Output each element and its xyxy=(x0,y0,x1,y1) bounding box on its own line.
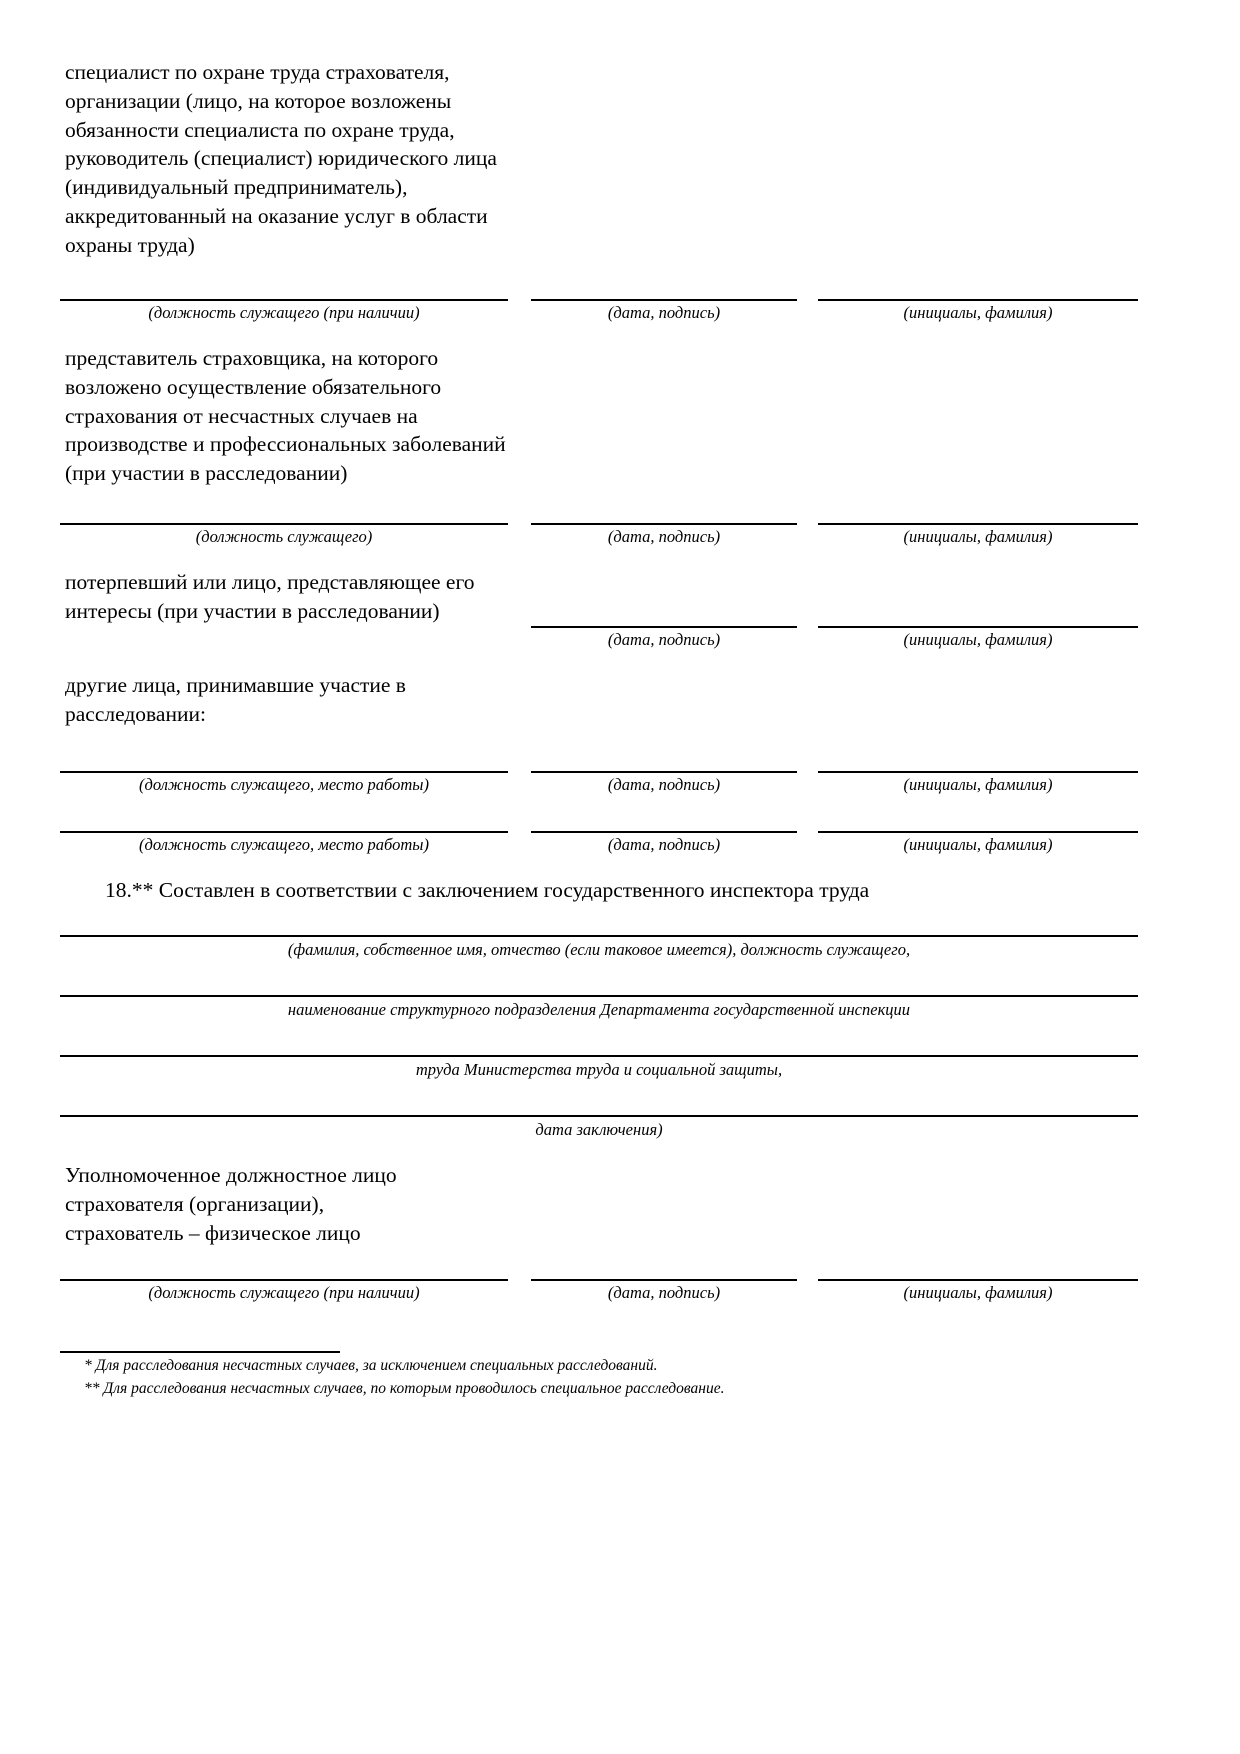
name-signature-line[interactable] xyxy=(818,626,1138,628)
date-caption: (дата, подпись) xyxy=(607,775,721,794)
date-caption: (дата, подпись) xyxy=(607,303,721,322)
footnote-1: * Для расследования несчастных случаев, за исключением специальных расследований. xyxy=(84,1357,658,1374)
insurer-representative-label: представитель страховщика, на которого возложено осуществление обязательного страхования от несчастных случаев на производстве и профессиональных заболеваний (при участии в расследовании) xyxy=(65,346,506,486)
safety-specialist-label: специалист по охране труда страхователя, организации (лицо, на которое возложены обязанности специалиста по охране труда, руководитель (специалист) юридического лица (индивидуальный предприниматель), аккредитованный на оказание услуг в области охраны труда) xyxy=(65,60,497,257)
name-signature-line[interactable] xyxy=(818,771,1138,773)
date-signature-line[interactable] xyxy=(531,771,797,773)
footnote-2: ** Для расследования несчастных случаев, по которым проводилось специальное расследование. xyxy=(84,1380,725,1397)
position-signature-line[interactable] xyxy=(60,523,508,525)
date-signature-line[interactable] xyxy=(531,831,797,833)
position-caption: (должность служащего (при наличии) xyxy=(148,1283,420,1302)
name-signature-line[interactable] xyxy=(818,831,1138,833)
date-signature-line[interactable] xyxy=(531,1279,797,1281)
inspector-caption: дата заключения) xyxy=(535,1120,663,1139)
inspector-caption: (фамилия, собственное имя, отчество (если таковое имеется), должность служащего, xyxy=(287,940,911,959)
name-caption: (инициалы, фамилия) xyxy=(903,630,1053,649)
authorized-official-label: Уполномоченное должностное лицо страхователя (организации), страхователь – физическое лицо xyxy=(65,1163,397,1245)
position-caption: (должность служащего (при наличии) xyxy=(148,303,420,322)
date-caption: (дата, подпись) xyxy=(607,835,721,854)
date-signature-line[interactable] xyxy=(531,299,797,301)
date-caption: (дата, подпись) xyxy=(607,1283,721,1302)
item-18-statement: 18.** Составлен в соответствии с заключением государственного инспектора труда xyxy=(105,878,870,902)
inspector-caption: наименование структурного подразделения Департамента государственной инспекции xyxy=(287,1000,911,1019)
other-persons-label: другие лица, принимавшие участие в расследовании: xyxy=(65,673,406,726)
name-caption: (инициалы, фамилия) xyxy=(903,1283,1053,1302)
name-caption: (инициалы, фамилия) xyxy=(903,527,1053,546)
name-caption: (инициалы, фамилия) xyxy=(903,303,1053,322)
victim-label: потерпевший или лицо, представляющее его интересы (при участии в расследовании) xyxy=(65,570,475,623)
position-caption: (должность служащего) xyxy=(195,527,373,546)
position-signature-line[interactable] xyxy=(60,771,508,773)
name-signature-line[interactable] xyxy=(818,1279,1138,1281)
inspector-details-line[interactable] xyxy=(60,935,1138,937)
name-signature-line[interactable] xyxy=(818,523,1138,525)
inspector-details-line[interactable] xyxy=(60,1115,1138,1117)
date-caption: (дата, подпись) xyxy=(607,527,721,546)
inspector-details-line[interactable] xyxy=(60,995,1138,997)
position-caption: (должность служащего, место работы) xyxy=(139,835,429,854)
name-caption: (инициалы, фамилия) xyxy=(903,835,1053,854)
date-signature-line[interactable] xyxy=(531,523,797,525)
position-signature-line[interactable] xyxy=(60,1279,508,1281)
footnote-separator xyxy=(60,1351,340,1353)
name-caption: (инициалы, фамилия) xyxy=(903,775,1053,794)
position-caption: (должность служащего, место работы) xyxy=(139,775,429,794)
inspector-caption: труда Министерства труда и социальной защиты, xyxy=(415,1060,783,1079)
position-signature-line[interactable] xyxy=(60,831,508,833)
date-caption: (дата, подпись) xyxy=(607,630,721,649)
date-signature-line[interactable] xyxy=(531,626,797,628)
position-signature-line[interactable] xyxy=(60,299,508,301)
name-signature-line[interactable] xyxy=(818,299,1138,301)
inspector-details-line[interactable] xyxy=(60,1055,1138,1057)
